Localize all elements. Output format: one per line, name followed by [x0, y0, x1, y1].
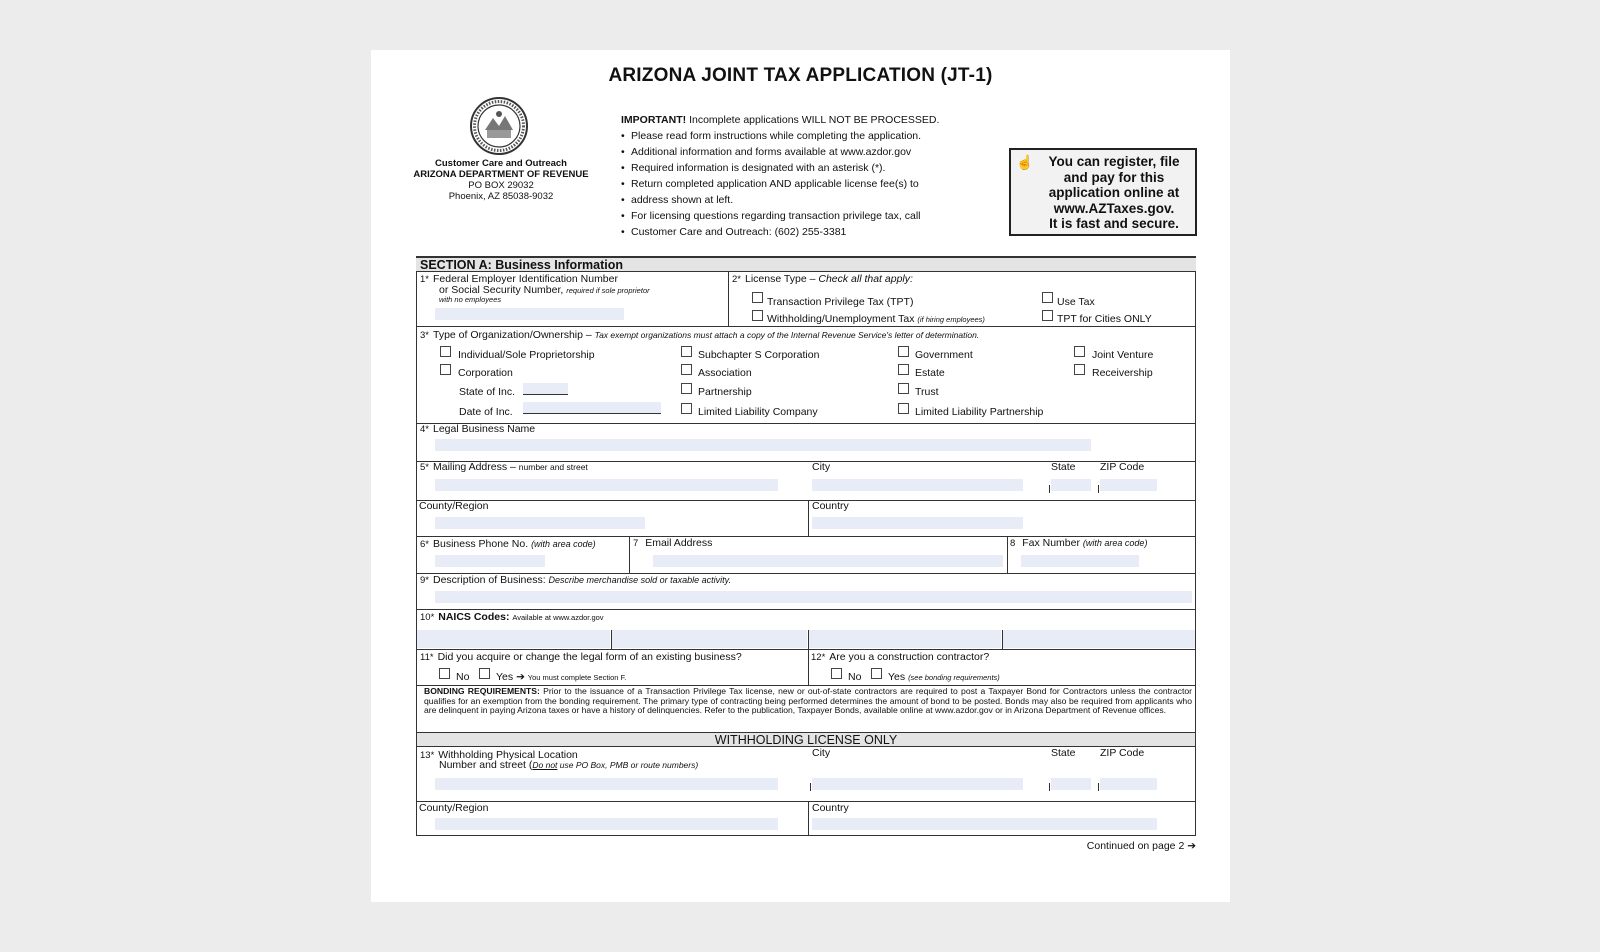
llp-checkbox[interactable]	[898, 403, 909, 414]
important-bullet-text: Additional information and forms available at www.azdor.gov	[631, 146, 912, 158]
q13-county-label: County/Region	[419, 802, 489, 814]
important-bullet-continuation	[621, 224, 1011, 240]
field-tick	[1049, 485, 1050, 493]
section-a-heading: SECTION A: Business Information	[416, 256, 1196, 272]
business-description-input[interactable]	[435, 591, 1192, 603]
q13-line2a: Number and street (	[439, 759, 533, 771]
withholding-zip-input[interactable]	[1100, 778, 1157, 790]
q9-label	[420, 575, 731, 586]
withholding-note: (if hiring employees)	[917, 315, 985, 324]
email-input[interactable]	[653, 555, 1003, 567]
important-bullet-continuation	[621, 192, 1011, 208]
q13-state-label: State	[1051, 747, 1076, 759]
llp-label: Limited Liability Partnership	[915, 406, 1044, 418]
naics-code-3-input[interactable]	[809, 630, 1001, 648]
agency-line1: Customer Care and Outreach	[435, 158, 567, 169]
q6-number: 6*	[420, 539, 429, 550]
q5-text: Mailing Address –	[432, 461, 516, 473]
association-checkbox[interactable]	[681, 364, 692, 375]
business-phone-input[interactable]	[435, 555, 545, 567]
q13-zip-label: ZIP Code	[1100, 747, 1145, 759]
corporation-label: Corporation	[458, 367, 513, 379]
q11-yes-text: Yes	[496, 671, 514, 683]
important-heading	[621, 112, 1011, 128]
tpt-checkbox[interactable]	[752, 292, 763, 303]
q10-hint: Available at www.azdor.gov	[512, 613, 604, 622]
field-tick	[1049, 783, 1050, 791]
q12-yes-checkbox[interactable]	[871, 668, 882, 679]
q12-yes-text: Yes	[888, 671, 906, 683]
q12-label	[811, 652, 989, 663]
q5-zip-label: ZIP Code	[1100, 461, 1145, 473]
partnership-label: Partnership	[698, 386, 752, 398]
q11-yes-checkbox[interactable]	[479, 668, 490, 679]
important-bullet: • For licensing questions regarding transaction privilege tax, call	[621, 208, 1011, 224]
col-divider	[808, 801, 809, 836]
q1-note-2: with no employees	[439, 295, 502, 304]
agency-line3: PO BOX 29032	[468, 180, 534, 191]
q10-text: NAICS Codes:	[438, 611, 510, 623]
important-bullet-text: address shown at left.	[631, 194, 734, 206]
q11-number: 11*	[420, 652, 434, 663]
q6-hint: (with area code)	[531, 539, 596, 549]
withholding-street-input[interactable]	[435, 778, 778, 790]
promo-line: It is fast and secure.	[1049, 216, 1179, 231]
mailing-county-input[interactable]	[435, 517, 645, 529]
q3-number: 3*	[420, 330, 429, 341]
agency-line2: ARIZONA DEPARTMENT OF REVENUE	[413, 169, 589, 180]
q4-text: Legal Business Name	[432, 423, 536, 435]
promo-line: and pay for this	[1063, 169, 1165, 185]
individual-label: Individual/Sole Proprietorship	[458, 349, 595, 361]
receivership-label: Receivership	[1092, 367, 1153, 379]
q11-note: You must complete Section F.	[527, 673, 627, 682]
q13-city-label: City	[812, 747, 831, 759]
s-corp-checkbox[interactable]	[681, 346, 692, 357]
pointing-hand-icon: ☝	[1016, 154, 1034, 170]
row-divider	[416, 326, 1196, 327]
joint-venture-label: Joint Venture	[1092, 349, 1154, 361]
q12-note: (see bonding requirements)	[908, 673, 1000, 682]
use-tax-checkbox[interactable]	[1042, 292, 1053, 303]
withholding-county-input[interactable]	[435, 818, 778, 830]
q6-label	[420, 539, 596, 550]
naics-code-1-input[interactable]	[417, 630, 610, 648]
q12-text: Are you a construction contractor?	[829, 651, 990, 663]
tpt-cities-label: TPT for Cities ONLY	[1057, 313, 1152, 325]
government-label: Government	[915, 349, 973, 361]
q5-state-label: State	[1051, 461, 1076, 473]
q3-text: Type of Organization/Ownership –	[432, 329, 592, 341]
withholding-state-input[interactable]	[1051, 778, 1091, 790]
important-bullet: • Please read form instructions while completing the application.	[621, 128, 1011, 144]
mailing-street-input[interactable]	[435, 479, 778, 491]
use-tax-label: Use Tax	[1057, 296, 1095, 308]
state-seal-icon	[469, 96, 529, 156]
q11-text: Did you acquire or change the legal form of an existing business?	[437, 651, 742, 663]
q11-no-checkbox[interactable]	[439, 668, 450, 679]
llc-label: Limited Liability Company	[698, 406, 818, 418]
promo-line: www.AZTaxes.gov.	[1053, 200, 1175, 216]
q8-text: Fax Number	[1022, 537, 1080, 549]
important-bullet-text: Customer Care and Outreach: (602) 255-3381	[631, 226, 847, 238]
col-divider	[728, 272, 729, 326]
q5-label	[420, 462, 588, 473]
date-inc-input[interactable]	[523, 402, 661, 414]
q13-line2	[439, 760, 698, 771]
withholding-heading: WITHHOLDING LICENSE ONLY	[417, 732, 1195, 747]
q5-hint: number and street	[518, 462, 588, 472]
q13-text: Withholding Physical Location	[438, 749, 578, 761]
col-divider	[629, 536, 630, 573]
q8-hint: (with area code)	[1082, 538, 1148, 548]
agency-address	[396, 158, 606, 202]
llc-checkbox[interactable]	[681, 403, 692, 414]
tpt-label: Transaction Privilege Tax (TPT)	[767, 296, 914, 308]
q8-number: 8	[1010, 538, 1016, 549]
col-divider	[1007, 536, 1008, 573]
q1-line1: Federal Employer Identification Number	[432, 273, 618, 285]
row-divider	[416, 500, 1196, 501]
row-divider	[416, 801, 1196, 802]
naics-code-4-input[interactable]	[1003, 630, 1195, 648]
q9-number: 9*	[420, 575, 429, 586]
q9-text: Description of Business:	[432, 574, 546, 586]
form-title: ARIZONA JOINT TAX APPLICATION (JT-1)	[608, 65, 993, 86]
joint-venture-checkbox[interactable]	[1074, 346, 1085, 357]
field-tick	[1098, 783, 1099, 791]
fax-input[interactable]	[1021, 555, 1139, 567]
promo-line: application online at	[1048, 185, 1180, 200]
receivership-checkbox[interactable]	[1074, 364, 1085, 375]
q2-hint: Check all that apply:	[818, 273, 913, 285]
important-notice	[621, 112, 1011, 240]
corporation-checkbox[interactable]	[440, 364, 451, 375]
q11-yes-label	[496, 671, 626, 683]
naics-code-2-input[interactable]	[612, 630, 807, 648]
promo-line: You can register, file	[1048, 154, 1180, 169]
bonding-text: Prior to the issuance of a Transaction Privilege Tax license, new or out-of-state contractors are required to post a Taxpayer Bond for Contractors unless the contractor qualifies for an exemption from the bonding requirement. The primary type of contracting being performed determines the amount of bond to be posted. Bonds may also be required from applicants who are delinquent in paying Arizona taxes or have a history of delinquencies. Refer to the publication, Taxpayer Bonds, available online at www.azdor.gov or in Arizona Department of Revenue offices.	[424, 686, 1192, 716]
q11-no-label: No	[456, 671, 470, 683]
q5-country-label: Country	[812, 500, 849, 512]
q12-number: 12*	[811, 652, 826, 663]
q11-label	[420, 652, 742, 663]
q6-text: Business Phone No.	[432, 538, 529, 550]
col-divider	[808, 649, 809, 685]
q4-number: 4*	[420, 424, 429, 435]
q5-county-label: County/Region	[419, 500, 489, 512]
withholding-text: Withholding/Unemployment Tax	[767, 313, 915, 325]
important-text: Incomplete applications WILL NOT BE PROCESSED.	[689, 114, 940, 126]
q1-number: 1*	[420, 274, 429, 285]
q7-label	[633, 538, 712, 549]
estate-label: Estate	[915, 367, 945, 379]
q13-do-not: Do not	[532, 760, 558, 770]
important-bullet-continuation	[621, 144, 1011, 160]
q2-number: 2*	[732, 274, 741, 285]
important-label: IMPORTANT!	[621, 114, 687, 126]
government-checkbox[interactable]	[898, 346, 909, 357]
withholding-checkbox[interactable]	[752, 310, 763, 321]
important-bullet: • Return completed application AND applicable license fee(s) to	[621, 176, 1011, 192]
legal-business-name-input[interactable]	[435, 439, 1091, 451]
state-inc-label: State of Inc.	[459, 386, 516, 398]
withholding-label	[767, 313, 985, 325]
s-corp-label: Subchapter S Corporation	[698, 349, 820, 361]
agency-line4: Phoenix, AZ 85038-9032	[448, 191, 554, 202]
q9-hint: Describe merchandise sold or taxable activity.	[548, 575, 731, 585]
tpt-cities-checkbox[interactable]	[1042, 310, 1053, 321]
q13-line2b: use PO Box, PMB or route numbers)	[557, 760, 699, 770]
individual-checkbox[interactable]	[440, 346, 451, 357]
row-divider	[416, 649, 1196, 650]
q3-label	[420, 330, 979, 341]
bonding-label: BONDING REQUIREMENTS:	[424, 686, 540, 696]
online-registration-box	[1009, 148, 1197, 236]
q8-label	[1010, 538, 1147, 549]
q12-no-label: No	[848, 671, 862, 683]
q2-label	[732, 274, 913, 285]
q2-text: License Type –	[744, 273, 816, 285]
q1-note: required if sole proprietor	[566, 286, 650, 295]
ein-ssn-input[interactable]	[435, 308, 624, 320]
withholding-city-input[interactable]	[812, 778, 1023, 790]
q13-country-label: Country	[812, 802, 849, 814]
q12-yes-label	[888, 671, 1000, 683]
q3-hint: Tax exempt organizations must attach a copy of the Internal Revenue Service's letter of determination.	[594, 330, 980, 340]
date-inc-label: Date of Inc.	[459, 406, 513, 418]
important-bullet: • Required information is designated with an asterisk (*).	[621, 160, 1011, 176]
row-divider	[416, 609, 1196, 610]
q13-number: 13*	[420, 750, 435, 761]
partnership-checkbox[interactable]	[681, 383, 692, 394]
q7-text: Email Address	[645, 537, 713, 549]
q5-number: 5*	[420, 462, 429, 473]
q4-label	[420, 424, 535, 435]
association-label: Association	[698, 367, 752, 379]
form-page	[371, 50, 1230, 902]
q10-number: 10*	[420, 612, 435, 623]
mailing-zip-input[interactable]	[1100, 479, 1157, 491]
q5-city-label: City	[812, 461, 831, 473]
col-divider	[808, 500, 809, 536]
bonding-requirements	[424, 687, 1192, 716]
important-bullets	[621, 128, 1011, 240]
trust-checkbox[interactable]	[898, 383, 909, 394]
mailing-state-input[interactable]	[1051, 479, 1091, 491]
field-tick	[810, 783, 811, 791]
estate-checkbox[interactable]	[898, 364, 909, 375]
mailing-country-input[interactable]	[812, 517, 1023, 529]
q10-label	[420, 612, 604, 623]
q7-number: 7	[633, 538, 639, 549]
q12-no-checkbox[interactable]	[831, 668, 842, 679]
trust-label: Trust	[915, 386, 939, 398]
q1-line2: or Social Security Number,	[439, 284, 564, 296]
continued-note: Continued on page 2 ➔	[1086, 840, 1196, 852]
field-tick	[1098, 485, 1099, 493]
state-inc-input[interactable]	[523, 383, 568, 395]
withholding-country-input[interactable]	[812, 818, 1157, 830]
mailing-city-input[interactable]	[812, 479, 1023, 491]
arrow-right-icon: ➔	[516, 671, 525, 683]
